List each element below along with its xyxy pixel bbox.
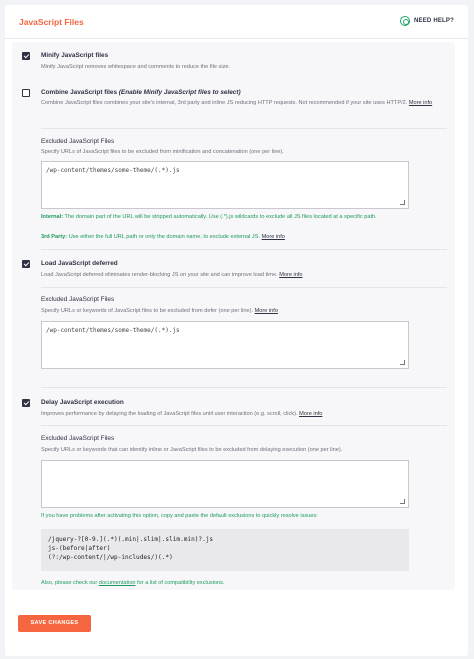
third-party-note	[41, 233, 411, 242]
defer-checkbox[interactable]	[22, 260, 30, 268]
options-card	[12, 42, 455, 590]
also-suffix: for a list of compatibility exclusions.	[137, 580, 225, 586]
divider	[41, 128, 447, 129]
divider	[41, 425, 447, 426]
third-party-text: Use either the full URL path or only the domain name, to exclude external JS.	[68, 234, 261, 240]
lifebuoy-icon	[400, 16, 410, 26]
code-line: /jquery-?[0-9.](.*)(.min|.slim|.slim.min)?.js	[48, 536, 214, 543]
delay-excluded-title: Excluded JavaScript Files	[41, 435, 115, 442]
divider	[41, 387, 447, 388]
default-exclusions-code	[41, 529, 409, 571]
resize-handle-icon[interactable]	[400, 499, 405, 504]
defer-more-info-link[interactable]: More info	[279, 272, 303, 278]
delay-more-info-link[interactable]: More info	[299, 411, 323, 417]
also-prefix: Also, please check our	[41, 580, 98, 586]
defer-excluded-textarea[interactable]	[41, 321, 409, 369]
minify-desc: Minify JavaScript removes whitespace and comments to reduce the file size.	[41, 64, 231, 70]
combine-title-note: (Enable Minify JavaScript files to select)	[118, 89, 241, 96]
defer-excluded-desc	[41, 308, 278, 314]
need-help-label: NEED HELP?	[413, 18, 454, 24]
documentation-link[interactable]: documentation	[98, 580, 136, 586]
delay-title: Delay JavaScript execution	[41, 399, 124, 406]
third-party-more-info-link[interactable]: More info	[261, 234, 285, 240]
resize-handle-icon[interactable]	[400, 200, 405, 205]
need-help-link[interactable]	[400, 16, 454, 26]
internal-label: Internal:	[41, 214, 64, 220]
combine-desc	[41, 99, 441, 108]
internal-note	[41, 213, 411, 222]
section-header	[5, 5, 468, 39]
combine-desc-text: Combine JavaScript files combines your site's internal, 3rd party and inline JS reducing HTTP requests. Not recommended if your site uses HTTP/2.	[41, 100, 408, 106]
delay-desc	[41, 410, 441, 419]
combine-title	[41, 89, 241, 96]
minify-title: Minify JavaScript files	[41, 52, 109, 59]
combine-excluded-textarea[interactable]	[41, 161, 409, 209]
combine-checkbox[interactable]	[22, 89, 30, 97]
code-line: (?:/wp-content/|/wp-includes/)(.*)	[48, 554, 173, 561]
delay-checkbox[interactable]	[22, 399, 30, 407]
divider	[41, 249, 447, 250]
problems-note: If you have problems after activating this option, copy and paste the default exclusions to quickly resolve issues:	[41, 513, 318, 519]
section-title: JavaScript Files	[19, 17, 84, 27]
defer-desc	[41, 271, 441, 280]
combine-excluded-desc: Specify URLs of JavaScript files to be excluded from minification and concatenation (one per line).	[41, 149, 284, 155]
combine-excluded-title: Excluded JavaScript Files	[41, 138, 115, 145]
save-changes-button[interactable]: SAVE CHANGES	[18, 615, 91, 632]
third-party-label: 3rd Party:	[41, 234, 68, 240]
defer-excluded-desc-text: Specify URLs or keywords of JavaScript files to be excluded from defer (one per line).	[41, 308, 254, 314]
defer-desc-text: Load JavaScript deferred eliminates render-blocking JS on your site and can improve load time.	[41, 272, 278, 278]
divider	[41, 287, 447, 288]
code-line: js-(before|after)	[48, 545, 111, 552]
also-note	[41, 579, 411, 588]
delay-desc-text: Improves performance by delaying the loading of JavaScript files until user interaction (e.g. scroll, click).	[41, 411, 298, 417]
delay-excluded-textarea[interactable]	[41, 460, 409, 508]
defer-excluded-title: Excluded JavaScript Files	[41, 296, 115, 303]
resize-handle-icon[interactable]	[400, 360, 405, 365]
defer-title: Load JavaScript deferred	[41, 260, 118, 267]
combine-title-text: Combine JavaScript files	[41, 89, 118, 96]
defer-excluded-more-info-link[interactable]: More info	[254, 308, 278, 314]
internal-text: The domain part of the URL will be stripped automatically. Use (.*).js wildcards to exclude all JS files located at a specific path.	[64, 214, 377, 220]
delay-excluded-desc: Specify URLs or keywords that can identify inline or JavaScript files to be excluded from delaying execution (one per line).	[41, 447, 343, 453]
combine-more-info-link[interactable]: More info	[408, 100, 433, 106]
minify-checkbox[interactable]	[22, 52, 30, 60]
